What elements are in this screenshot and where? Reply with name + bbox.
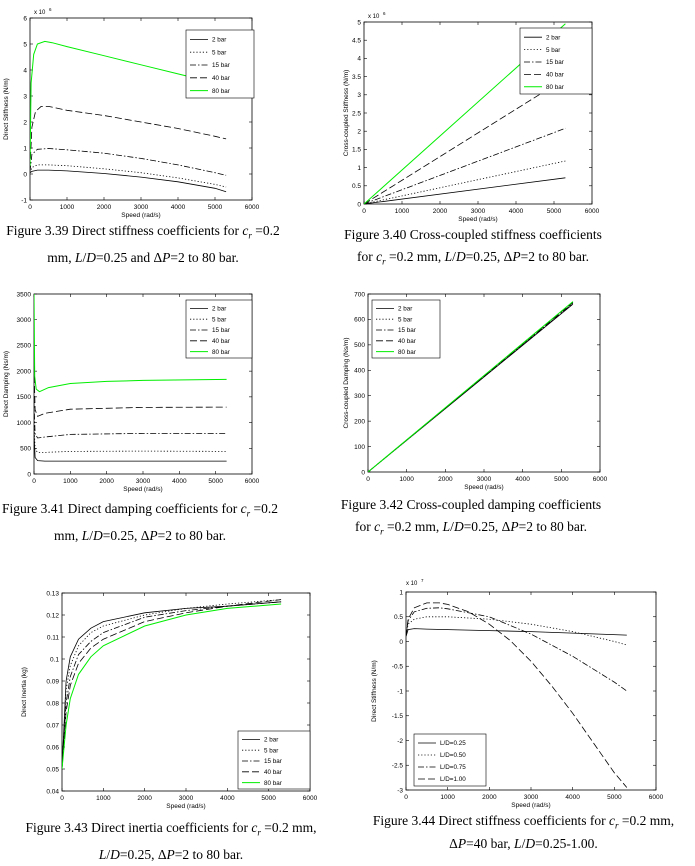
c2-x-tick-label: 0 xyxy=(32,478,36,485)
c3-legend-label: 2 bar xyxy=(398,305,413,313)
c3-y-tick-label: 600 xyxy=(354,316,365,324)
c0-y-tick-label: 6 xyxy=(23,15,27,23)
c1-y-tick-label: 3.5 xyxy=(351,73,361,81)
c1-y-axis-label: Cross-coupled Stiffness (N/m) xyxy=(343,69,350,157)
c1-y-tick-label: 0 xyxy=(357,201,361,209)
c5-y-tick-label: -1.5 xyxy=(391,713,403,721)
c0-x-tick-label: 4000 xyxy=(170,204,186,211)
c1-y-tick-label: 3 xyxy=(357,92,361,100)
c1-axis-multiplier-exp: 6 xyxy=(383,11,386,16)
c0-legend-label: 2 bar xyxy=(212,36,227,44)
c4-x-tick-label: 6000 xyxy=(302,795,318,802)
c1-x-tick-label: 5000 xyxy=(546,208,562,215)
caption-3-43 xyxy=(6,817,336,866)
c3-legend-label: 15 bar xyxy=(398,327,416,335)
c1-legend-label: 40 bar xyxy=(546,71,564,79)
caption-3-43-line1: Figure 3.43 Direct inertia coefficients for $c_r =0.2$ mm, xyxy=(25,820,317,838)
c5-y-tick-label: -2 xyxy=(397,737,403,745)
c5-x-tick-label: 2000 xyxy=(482,794,497,801)
c4-legend-label: 2 bar xyxy=(264,736,279,744)
c1-legend-label: 15 bar xyxy=(546,59,564,67)
c2-legend-label: 5 bar xyxy=(212,316,227,324)
caption-3-39-line1: Figure 3.39 Direct stiffness coefficients for $c_r =0.2$ xyxy=(6,223,280,241)
c1-legend-label: 5 bar xyxy=(546,46,561,54)
c0-axis-multiplier: x 10 xyxy=(34,10,46,16)
c2-x-axis-label: Speed (rad/s) xyxy=(123,486,163,493)
c4-y-tick-label: 0.04 xyxy=(46,788,59,796)
c0-x-tick-label: 1000 xyxy=(59,204,75,211)
c5-y-tick-label: 1 xyxy=(399,589,403,597)
c3-x-tick-label: 0 xyxy=(366,476,370,483)
caption-3-44 xyxy=(352,812,695,853)
c2-legend-label: 40 bar xyxy=(212,338,230,345)
figure-3-41 xyxy=(0,286,290,496)
caption-3-41 xyxy=(0,498,280,547)
c3-x-axis-label: Speed (rad/s) xyxy=(464,484,504,491)
c2-x-tick-label: 3000 xyxy=(135,478,151,485)
c4-y-tick-label: 0.08 xyxy=(46,700,59,708)
c2-y-tick-label: 1500 xyxy=(16,394,31,402)
c5-x-tick-label: 5000 xyxy=(607,794,622,801)
c5-x-tick-label: 0 xyxy=(404,794,408,801)
c2-y-tick-label: 2500 xyxy=(16,342,31,350)
c0-y-tick-label: 1 xyxy=(23,145,27,153)
c5-y-tick-label: -3 xyxy=(397,787,403,795)
c0-x-tick-label: 5000 xyxy=(207,204,223,211)
c4-legend-label: 80 bar xyxy=(264,779,282,787)
chart-direct-damping xyxy=(0,286,290,496)
caption-3-41-line1: Figure 3.41 Direct damping coefficients for $c_r =0.2$ xyxy=(2,501,278,519)
figure-3-39 xyxy=(0,0,262,219)
c2-y-tick-label: 0 xyxy=(27,471,31,479)
c3-y-tick-label: 0 xyxy=(361,469,365,477)
c0-x-axis-label: Speed (rad/s) xyxy=(121,212,161,219)
c0-y-tick-label: -1 xyxy=(21,197,27,205)
c0-y-tick-label: 4 xyxy=(23,67,27,75)
c5-y-axis-label: Direct Stiffness (N/m) xyxy=(371,660,378,722)
caption-3-41-line2: mm, L/D=0.25, ΔP=2 to 80 bar. xyxy=(53,527,227,543)
c5-y-tick-label: -0.5 xyxy=(391,663,403,671)
c1-legend-label: 80 bar xyxy=(546,84,564,91)
c3-x-tick-label: 1000 xyxy=(399,476,414,483)
c5-axis-multiplier-exp: 7 xyxy=(421,578,424,583)
c0-axis-multiplier-exp: 6 xyxy=(49,7,52,12)
c3-y-tick-label: 300 xyxy=(354,393,365,401)
c0-legend-label: 40 bar xyxy=(212,75,230,82)
caption-3-40-line1: Figure 3.40 Cross-coupled stiffness coefficients xyxy=(344,227,602,242)
caption-3-40 xyxy=(318,224,628,273)
c3-x-tick-label: 3000 xyxy=(476,476,492,483)
c0-y-axis-label: Direct Stiffness (N/m) xyxy=(3,78,10,140)
figure-3-44 xyxy=(368,570,668,810)
c4-x-tick-label: 3000 xyxy=(178,795,194,802)
c1-x-tick-label: 0 xyxy=(362,208,366,215)
caption-3-42 xyxy=(316,494,626,543)
c0-y-tick-label: 0 xyxy=(23,171,27,179)
chart-direct-inertia xyxy=(18,585,318,813)
c4-y-axis-label: Direct Inertia (kg) xyxy=(21,667,28,717)
c1-y-tick-label: 4.5 xyxy=(351,37,361,45)
c3-x-tick-label: 5000 xyxy=(554,476,569,483)
c3-y-tick-label: 400 xyxy=(354,367,365,375)
c1-y-tick-label: 2.5 xyxy=(351,110,361,118)
c3-x-tick-label: 4000 xyxy=(515,476,530,483)
caption-3-42-line2: for $c_r =0.2$ mm, L/D=0.25, ΔP=2 to 80 bar. xyxy=(355,519,587,537)
figure-3-40 xyxy=(340,4,602,222)
chart-direct-stiffness-pressure xyxy=(0,0,262,219)
c4-y-tick-label: 0.11 xyxy=(46,634,59,642)
c5-legend-label: L/D=0.75 xyxy=(440,764,466,772)
c0-y-tick-label: 5 xyxy=(23,41,27,49)
c2-legend-label: 2 bar xyxy=(212,305,227,313)
c0-y-tick-label: 2 xyxy=(23,119,27,127)
c1-x-axis-label: Speed (rad/s) xyxy=(458,216,498,223)
c3-legend-label: 5 bar xyxy=(398,316,413,324)
c5-x-tick-label: 6000 xyxy=(648,794,664,801)
c3-x-tick-label: 6000 xyxy=(592,476,608,483)
figure-3-42 xyxy=(340,286,610,491)
c5-x-tick-label: 4000 xyxy=(565,794,580,801)
c4-y-tick-label: 0.09 xyxy=(46,678,59,686)
figure-3-43 xyxy=(18,585,318,813)
chart-cross-coupled-damping xyxy=(340,286,610,491)
caption-3-43-line2: L/D=0.25, ΔP=2 to 80 bar. xyxy=(98,846,244,862)
c3-y-tick-label: 200 xyxy=(354,418,365,426)
c0-x-tick-label: 2000 xyxy=(96,204,112,211)
c3-y-tick-label: 500 xyxy=(354,342,365,350)
c5-y-tick-label: -2.5 xyxy=(391,762,403,770)
c2-y-tick-label: 3000 xyxy=(16,317,31,325)
c4-y-tick-label: 0.12 xyxy=(46,612,59,620)
c3-legend-label: 40 bar xyxy=(398,338,416,345)
c1-y-tick-label: 1 xyxy=(357,164,361,172)
caption-3-39-line2: mm, L/D=0.25 and ΔP=2 to 80 bar. xyxy=(47,249,239,265)
c0-legend-label: 5 bar xyxy=(212,49,227,57)
c3-y-axis-label: Cross-coupled Damping (Ns/m) xyxy=(343,337,350,429)
c4-x-tick-label: 0 xyxy=(60,795,64,802)
c4-x-tick-label: 4000 xyxy=(220,795,235,802)
c2-x-tick-label: 5000 xyxy=(208,478,223,485)
c0-x-tick-label: 3000 xyxy=(133,204,149,211)
c5-y-tick-label: 0.5 xyxy=(393,614,403,622)
c1-y-tick-label: 0.5 xyxy=(351,183,361,191)
c0-x-tick-label: 6000 xyxy=(244,204,260,211)
chart-cross-coupled-stiffness xyxy=(340,4,602,222)
c2-y-tick-label: 3500 xyxy=(16,291,31,299)
c4-y-tick-label: 0.07 xyxy=(46,722,59,730)
c2-legend-label: 15 bar xyxy=(212,327,230,335)
c0-x-tick-label: 0 xyxy=(28,204,32,211)
c1-y-tick-label: 1.5 xyxy=(351,146,361,154)
c5-legend-label: L/D=0.50 xyxy=(440,752,466,760)
c1-y-tick-label: 4 xyxy=(357,55,361,63)
c4-x-tick-label: 2000 xyxy=(137,795,152,802)
c2-y-axis-label: Direct Damping (Ns/m) xyxy=(3,350,10,418)
c5-x-axis-label: Speed (rad/s) xyxy=(511,802,551,809)
c3-y-tick-label: 700 xyxy=(354,291,365,299)
c5-legend-label: L/D=0.25 xyxy=(440,740,466,748)
c1-x-tick-label: 3000 xyxy=(470,208,486,215)
caption-3-42-line1: Figure 3.42 Cross-coupled damping coefficients xyxy=(340,497,602,512)
c3-legend-label: 80 bar xyxy=(398,348,416,356)
c1-x-tick-label: 6000 xyxy=(584,208,600,215)
c0-legend-label: 15 bar xyxy=(212,62,230,70)
c4-legend-label: 5 bar xyxy=(264,747,279,755)
c4-x-tick-label: 5000 xyxy=(261,795,276,802)
c3-x-tick-label: 2000 xyxy=(438,476,453,483)
c0-legend-label: 80 bar xyxy=(212,87,230,95)
c2-x-tick-label: 4000 xyxy=(172,478,187,485)
c4-y-tick-label: 0.1 xyxy=(49,656,59,664)
c4-legend-label: 40 bar xyxy=(264,769,282,776)
c0-y-tick-label: 3 xyxy=(23,93,27,101)
chart-direct-stiffness-ld xyxy=(368,570,668,810)
c4-legend-label: 15 bar xyxy=(264,758,282,766)
c2-legend-label: 80 bar xyxy=(212,348,230,356)
c4-y-tick-label: 0.13 xyxy=(46,590,59,598)
c1-legend-label: 2 bar xyxy=(546,34,561,42)
c4-y-tick-label: 0.06 xyxy=(46,744,59,752)
c2-x-tick-label: 6000 xyxy=(244,478,260,485)
caption-3-39 xyxy=(0,220,286,269)
c2-x-tick-label: 1000 xyxy=(63,478,78,485)
c5-x-tick-label: 3000 xyxy=(523,794,539,801)
c5-y-tick-label: -1 xyxy=(397,688,403,696)
c4-y-tick-label: 0.05 xyxy=(46,766,59,774)
c4-x-axis-label: Speed (rad/s) xyxy=(166,803,206,810)
c4-x-tick-label: 1000 xyxy=(96,795,111,802)
c5-y-tick-label: 0 xyxy=(399,638,403,646)
caption-3-40-line2: for $c_r =0.2$ mm, L/D=0.25, ΔP=2 to 80 bar. xyxy=(357,249,589,267)
c3-y-tick-label: 100 xyxy=(354,443,365,451)
c1-axis-multiplier: x 10 xyxy=(368,14,380,20)
c2-x-tick-label: 2000 xyxy=(99,478,114,485)
caption-3-44-line1: Figure 3.44 Direct stiffness coefficients for $c_r =0.2$ mm, xyxy=(372,813,675,831)
caption-3-44-line2: ΔP=40 bar, L/D=0.25-1.00. xyxy=(449,835,598,851)
c5-legend-label: L/D=1.00 xyxy=(440,776,466,784)
c2-y-tick-label: 500 xyxy=(20,445,31,453)
c1-y-tick-label: 5 xyxy=(357,19,361,27)
c1-x-tick-label: 2000 xyxy=(432,208,448,215)
c1-x-tick-label: 4000 xyxy=(508,208,524,215)
c1-y-tick-label: 2 xyxy=(357,128,361,136)
c5-axis-multiplier: x 10 xyxy=(406,581,418,587)
c5-x-tick-label: 1000 xyxy=(440,794,455,801)
c2-y-tick-label: 2000 xyxy=(16,368,31,376)
c2-y-tick-label: 1000 xyxy=(16,419,31,427)
c1-x-tick-label: 1000 xyxy=(394,208,410,215)
